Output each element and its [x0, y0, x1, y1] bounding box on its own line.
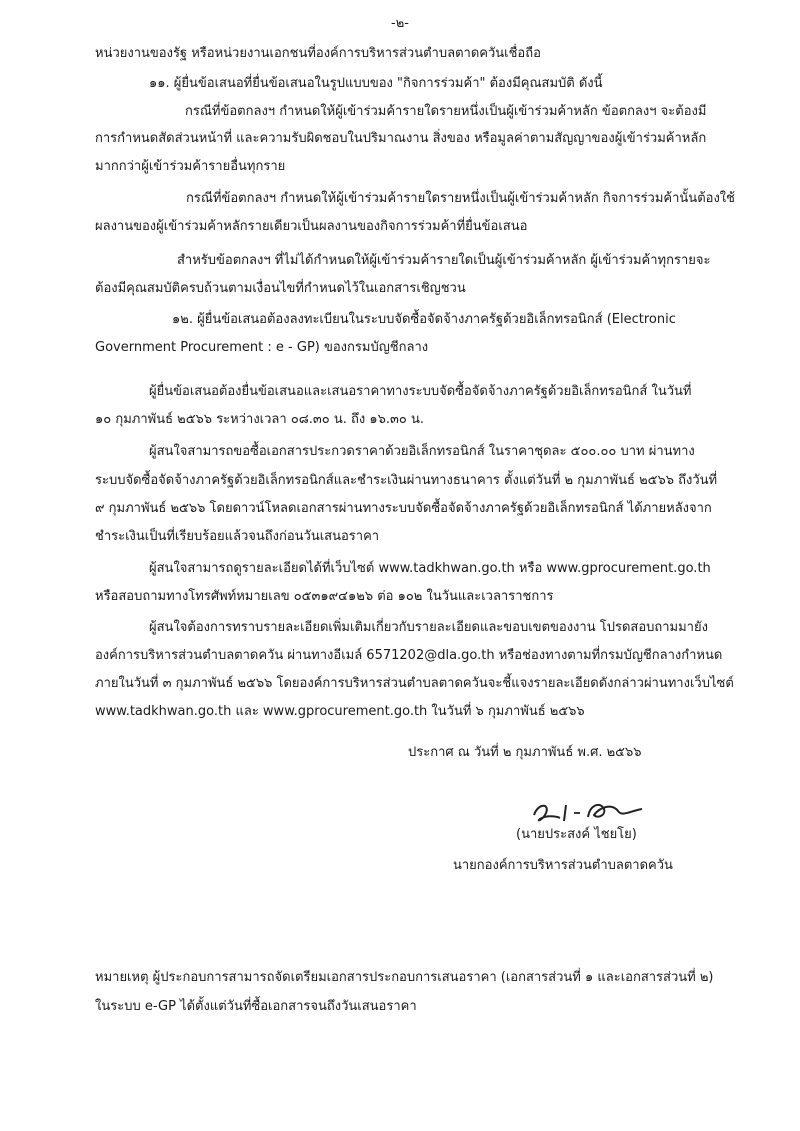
footnote-line: ในระบบ e-GP ได้ตั้งแต่วันที่ซื้อเอกสารจนถึงวันเสนอราคา	[95, 999, 417, 1014]
page-number: -๒-	[391, 16, 409, 31]
text-line: ภายในวันที่ ๓ กุมภาพันธ์ ๒๕๖๖ โดยองค์การบริหารส่วนตำบลตาดควันจะชี้แจงรายละเอียดดังกล่าวผ่านทางเว็บไซต์	[95, 676, 734, 691]
text-line: ๑๐ กุมภาพันธ์ ๒๕๖๖ ระหว่างเวลา ๐๘.๓๐ น. ถึง ๑๖.๓๐ น.	[95, 412, 424, 427]
clause-12-heading: ๑๒. ผู้ยื่นข้อเสนอต้องลงทะเบียนในระบบจัดซื้อจัดจ้างภาครัฐด้วยอิเล็กทรอนิกส์ (Electronic	[172, 312, 676, 327]
signature-image	[530, 793, 650, 827]
text-line: หรือสอบถามทางโทรศัพท์หมายเลข ๐๕๓๑๙๔๑๒๖ ต่อ ๑๐๒ ในวันและเวลาราชการ	[95, 589, 554, 604]
signer-name: (นายประสงค์ ไชยโย)	[516, 827, 637, 842]
text-line: ผู้สนใจสามารถดูรายละเอียดได้ที่เว็บไซต์ www.tadkhwan.go.th หรือ www.gprocurement.go.th	[149, 561, 711, 576]
text-line: ผู้ยื่นข้อเสนอต้องยื่นข้อเสนอและเสนอราคาทางระบบจัดซื้อจัดจ้างภาครัฐด้วยอิเล็กทรอนิกส์ ในวันที่	[149, 384, 692, 399]
text-line: www.tadkhwan.go.th และ www.gprocurement.go.th ในวันที่ ๖ กุมภาพันธ์ ๒๕๖๖	[95, 704, 585, 719]
text-line: หน่วยงานของรัฐ หรือหน่วยงานเอกชนที่องค์การบริหารส่วนตำบลตาดควันเชื่อถือ	[95, 46, 541, 61]
text-line: การกำหนดสัดส่วนหน้าที่ และความรับผิดชอบในปริมาณงาน สิ่งของ หรือมูลค่าตามสัญญาของผู้เข้าร่วมค้าหลัก	[95, 131, 707, 146]
signer-position: นายกองค์การบริหารส่วนตำบลตาดควัน	[453, 858, 673, 873]
text-line: ๙ กุมภาพันธ์ ๒๕๖๖ โดยดาวน์โหลดเอกสารผ่านทางระบบจัดซื้อจัดจ้างภาครัฐด้วยอิเล็กทรอนิกส์ ได้ภายหลังจาก	[95, 501, 712, 516]
text-line: Government Procurement : e - GP) ของกรมบัญชีกลาง	[95, 340, 429, 355]
text-line: องค์การบริหารส่วนตำบลตาดควัน ผ่านทางอีเมล์ 6571202@dla.go.th หรือช่องทางตามที่กรมบัญชีกลางกำหนด	[95, 648, 723, 663]
text-line: ผลงานของผู้เข้าร่วมค้าหลักรายเดียวเป็นผลงานของกิจการร่วมค้าที่ยื่นข้อเสนอ	[95, 219, 528, 234]
text-line: ผู้สนใจต้องการทราบรายละเอียดเพิ่มเติมเกี่ยวกับรายละเอียดและขอบเขตของงาน โปรดสอบถามมายัง	[149, 620, 708, 635]
clause-11-heading: ๑๑. ผู้ยื่นข้อเสนอที่ยื่นข้อเสนอในรูปแบบของ "กิจการร่วมค้า" ต้องมีคุณสมบัติ ดังนี้	[149, 76, 603, 91]
footnote-line: หมายเหตุ ผู้ประกอบการสามารถจัดเตรียมเอกสารประกอบการเสนอราคา (เอกสารส่วนที่ ๑ และเอกสารส่วนที่ ๒)	[95, 970, 714, 985]
text-line: สำหรับข้อตกลงฯ ที่ไม่ได้กำหนดให้ผู้เข้าร่วมค้ารายใดเป็นผู้เข้าร่วมค้าหลัก ผู้เข้าร่วมค้าทุกรายจะ	[177, 253, 711, 268]
text-line: มากกว่าผู้เข้าร่วมค้ารายอื่นทุกราย	[95, 159, 286, 174]
text-line: ต้องมีคุณสมบัติครบถ้วนตามเงื่อนไขที่กำหนดไว้ในเอกสารเชิญชวน	[95, 281, 466, 296]
text-line: ผู้สนใจสามารถขอซื้อเอกสารประกวดราคาด้วยอิเล็กทรอนิกส์ ในราคาชุดละ ๕๐๐.๐๐ บาท ผ่านทาง	[149, 444, 695, 459]
announce-date: ประกาศ ณ วันที่ ๒ กุมภาพันธ์ พ.ศ. ๒๕๖๖	[408, 745, 642, 760]
text-line: ระบบจัดซื้อจัดจ้างภาครัฐด้วยอิเล็กทรอนิกส์และชำระเงินผ่านทางธนาคาร ตั้งแต่วันที่ ๒ กุมภาพันธ์ ๒๕๖๖ ถึงวันที่	[95, 473, 718, 488]
text-line: ชำระเงินเป็นที่เรียบร้อยแล้วจนถึงก่อนวันเสนอราคา	[95, 529, 380, 544]
text-line: กรณีที่ข้อตกลงฯ กำหนดให้ผู้เข้าร่วมค้ารายใดรายหนึ่งเป็นผู้เข้าร่วมค้าหลัก ข้อตกลงฯ จะต้องมี	[185, 104, 707, 119]
text-line: กรณีที่ข้อตกลงฯ กำหนดให้ผู้เข้าร่วมค้ารายใดรายหนึ่งเป็นผู้เข้าร่วมค้าหลัก กิจการร่วมค้านั้นต้องใช้	[186, 191, 735, 206]
